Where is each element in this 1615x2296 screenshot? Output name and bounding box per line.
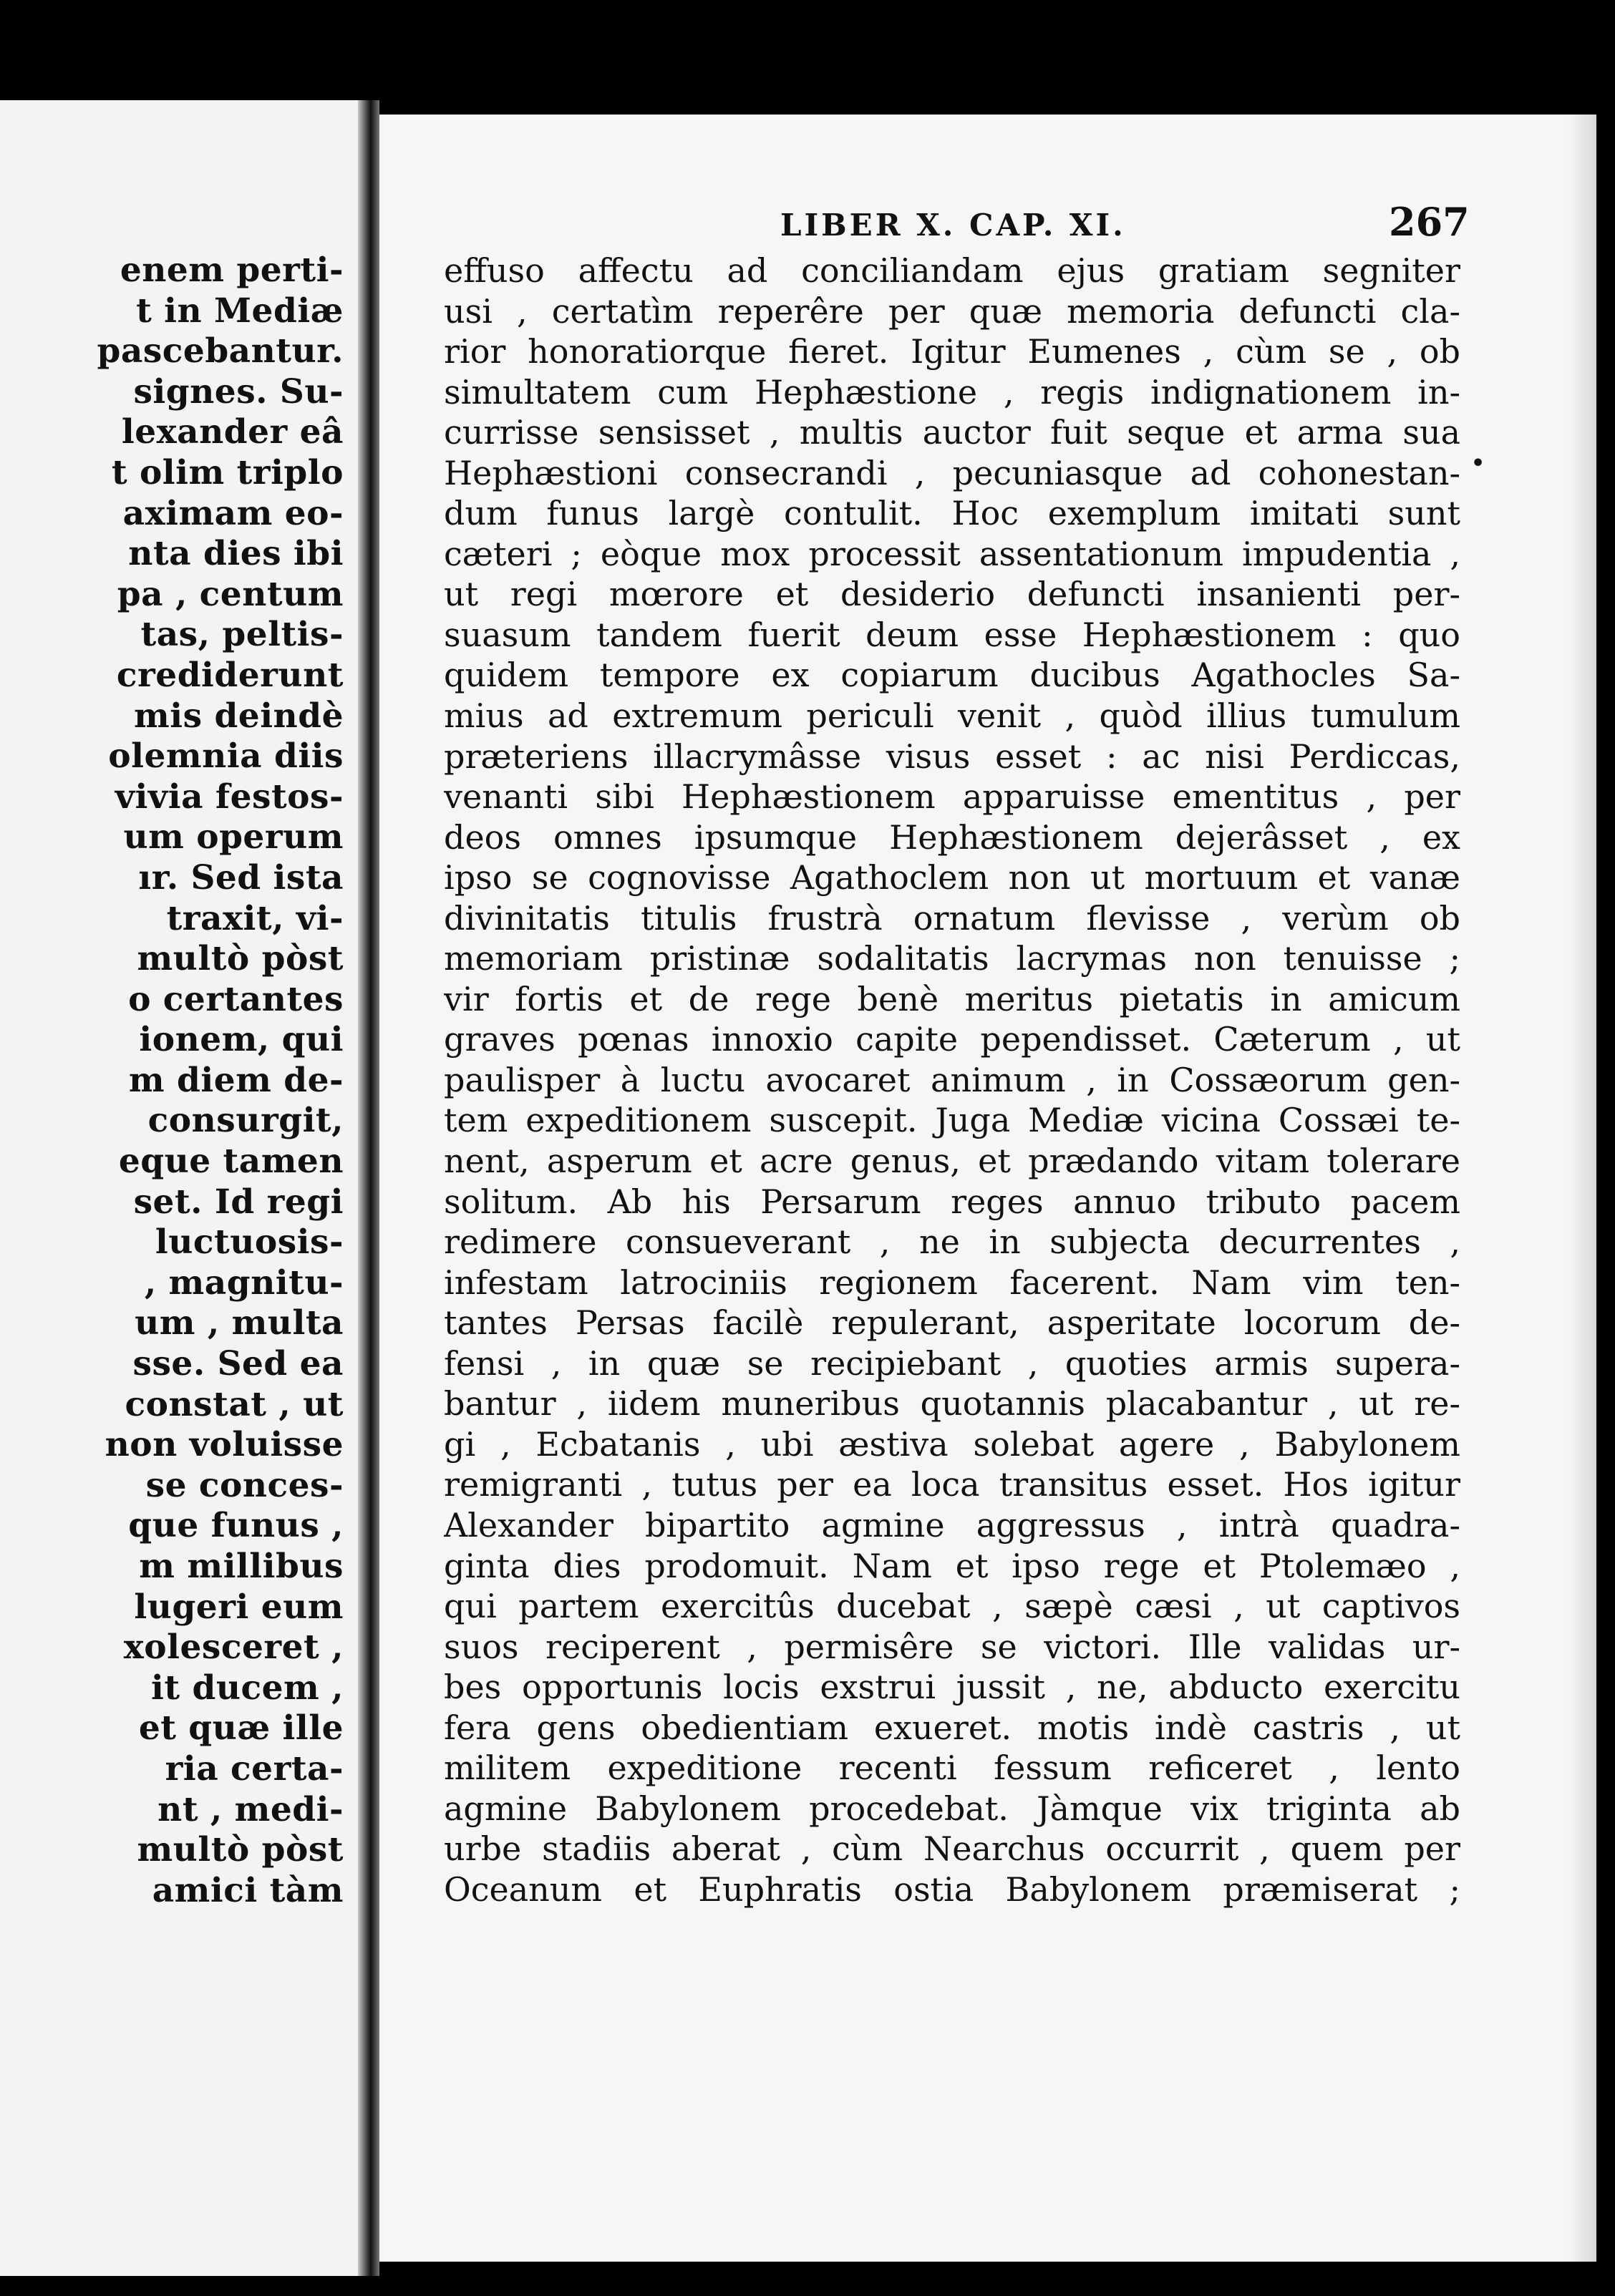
text-line: Oceanum et Euphratis ostia Babylonem præmiserat ; [444,1869,1460,1909]
text-line: urbe stadiis aberat , cùm Nearchus occurrit , quem per [444,1829,1460,1869]
left-page-line: xolesceret , [123,1628,344,1668]
left-page-line: mis deindè [134,696,344,736]
left-page-line: enem perti- [120,250,344,290]
left-page-line: t olim triplo [111,452,344,492]
page-body-text [444,250,1460,1910]
text-line: militem expeditione recenti fessum reficeret , lento [444,1748,1460,1788]
text-line: infestam latrociniis regionem facerent. Nam vim ten- [444,1263,1460,1302]
text-line: suos reciperent , permisêre se victori. Ille validas ur- [444,1627,1460,1666]
left-page-line: non voluisse [105,1425,344,1465]
left-page-line: eque tamen [118,1142,344,1182]
left-facing-page [0,100,358,2276]
text-line: remigranti , tutus per ea loca transitus esset. Hos igitur [444,1465,1460,1504]
text-line: rior honoratiorque fieret. Igitur Eumenes , cùm se , ob [444,332,1460,371]
left-page-line: multò pòst [137,939,344,979]
book-gutter [358,100,379,2276]
text-line: bantur , iidem muneribus quotannis placabantur , ut re- [444,1384,1460,1424]
page-number: 267 [1389,199,1470,245]
text-line: ginta dies prodomuit. Nam et ipso rege et Ptolemæo , [444,1546,1460,1585]
left-page-line: vivia festos- [115,777,344,817]
left-page-line: lugeri eum [134,1587,344,1627]
text-line: suasum tandem fuerit deum esse Hephæstionem : quo [444,615,1460,654]
text-line: venanti sibi Hephæstionem apparuisse ementitus , per [444,777,1460,817]
text-line: graves pœnas innoxio capite pependisset. Cæterum , ut [444,1020,1460,1059]
left-page-line: aximam eo- [122,493,344,533]
text-line: memoriam pristinæ sodalitatis lacrymas non tenuisse ; [444,939,1460,978]
left-page-line: m diem de- [128,1060,344,1100]
left-page-line: signes. Su- [133,371,344,412]
text-line: paulisper à luctu avocaret animum , in Cossæorum gen- [444,1060,1460,1099]
text-line: præteriens illacrymâsse visus esset : ac nisi Perdiccas, [444,736,1460,776]
left-page-line: olemnia diis [108,736,344,777]
left-page-line: o certantes [128,979,344,1019]
left-page-line: um , multa [135,1303,344,1343]
left-page-line: nta dies ibi [128,534,344,574]
text-line: vir fortis et de rege benè meritus pietatis in amicum [444,979,1460,1018]
left-page-line: luctuosis- [155,1222,344,1263]
left-page-line: it ducem , [151,1668,344,1708]
left-page-line: nt , medi- [157,1789,344,1829]
left-page-line: crediderunt [116,655,344,695]
text-line: usi , certatìm reperêre per quæ memoria defuncti cla- [444,291,1460,331]
left-page-line: m millibus [139,1547,344,1586]
text-line: qui partem exercitûs ducebat , sæpè cæsi , ut captivos [444,1587,1460,1626]
left-page-line: t in Mediæ [136,291,344,331]
text-line: mius ad extremum periculi venit , quòd illius tumulum [444,696,1460,736]
text-line: tantes Persas facilè repulerant, asperitate locorum de- [444,1303,1460,1343]
left-page-line: um operum [123,817,344,857]
left-page-line: consurgit, [147,1101,344,1141]
text-line: ipso se cognovisse Agathoclem non ut mortuum et vanæ [444,858,1460,898]
left-page-line: que funus , [128,1506,344,1546]
margin-mark: • [1471,451,1485,476]
page-edge-shadow [1568,115,1596,2262]
text-line: divinitatis titulis frustrà ornatum flevisse , verùm ob [444,898,1460,938]
text-line: Hephæstioni consecrandi , pecuniasque ad cohonestan- [444,453,1460,492]
running-head: LIBER X. CAP. XI. [780,208,1126,243]
text-line: gi , Ecbatanis , ubi æstiva solebat agere , Babylonem [444,1424,1460,1464]
text-line: redimere consueverant , ne in subjecta decurrentes , [444,1222,1460,1262]
text-line: dum funus largè contulit. Hoc exemplum imitati sunt [444,494,1460,533]
text-line: nent, asperum et acre genus, et prædando vitam tolerare [444,1142,1460,1181]
text-line: solitum. Ab his Persarum reges annuo tributo pacem [444,1182,1460,1221]
left-page-line: ria certa- [165,1748,344,1789]
left-page-line: amici tàm [152,1870,344,1910]
left-page-line: sse. Sed ea [132,1344,344,1384]
left-page-line: multò pòst [137,1830,344,1870]
text-line: Alexander bipartito agmine aggressus , intrà quadra- [444,1505,1460,1545]
text-line: deos omnes ipsumque Hephæstionem dejerâsset , ex [444,817,1460,857]
text-line: ut regi mœrore et desiderio defuncti insanienti per- [444,575,1460,614]
left-page-line: pa , centum [117,574,344,614]
text-line: quidem tempore ex copiarum ducibus Agathocles Sa- [444,656,1460,695]
left-page-line: et quæ ille [138,1708,344,1748]
text-line: tem expeditionem suscepit. Juga Mediæ vicina Cossæi te- [444,1101,1460,1140]
left-page-line: ır. Sed ista [138,857,344,898]
right-page [379,115,1596,2262]
left-page-line: constat , ut [125,1384,344,1424]
text-line: agmine Babylonem procedebat. Jàmque vix triginta ab [444,1789,1460,1828]
left-page-line: lexander eâ [121,412,344,452]
text-line: effuso affectu ad conciliandam ejus gratiam segniter [444,251,1460,290]
left-page-line: , magnitu- [144,1263,344,1303]
left-page-line: traxit, vi- [166,898,344,938]
left-page-line: pascebantur. [97,331,344,371]
text-line: currisse sensisset , multis auctor fuit seque et arma sua [444,413,1460,452]
text-line: simultatem cum Hephæstione , regis indignationem in- [444,372,1460,412]
left-page-line: tas, peltis- [140,615,344,655]
left-page-line: ionem, qui [139,1020,344,1060]
text-line: cæteri ; eòque mox processit assentationum impudentia , [444,534,1460,573]
text-line: bes opportunis locis exstrui jussit , ne, abducto exercitu [444,1668,1460,1707]
left-page-line: set. Id regi [133,1182,344,1222]
text-line: fera gens obedientiam exueret. motis indè castris , ut [444,1708,1460,1747]
left-page-line: se conces- [145,1465,344,1505]
left-page-text [0,250,344,1911]
text-line: fensi , in quæ se recipiebant , quoties armis supera- [444,1343,1460,1383]
